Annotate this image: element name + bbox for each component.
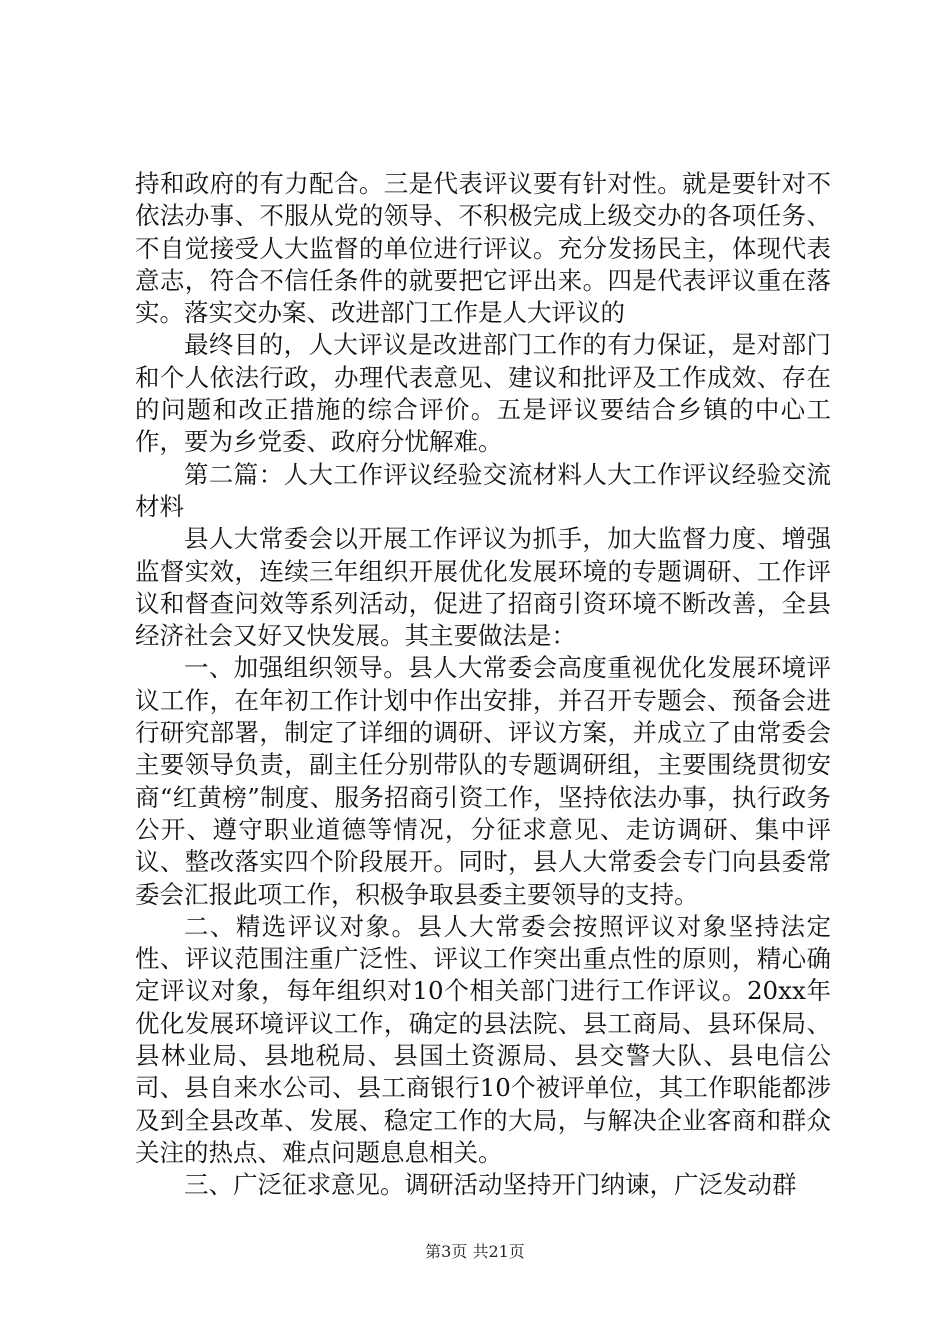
- paragraph-4: 县人大常委会以开展工作评议为抓手，加大监督力度、增强监督实效，连续三年组织开展优化发展环境的专题调研、工作评议和督查问效等系列活动，促进了招商引资环境不断改善，全县经济社会又好又快发展。其主要做法是：: [135, 524, 831, 651]
- document-body: [135, 168, 831, 1202]
- paragraph-1: 持和政府的有力配合。三是代表评议要有针对性。就是要针对不依法办事、不服从党的领导、不积极完成上级交办的各项任务、不自觉接受人大监督的单位进行评议。充分发扬民主，体现代表意志，符合不信任条件的就要把它评出来。四是代表评议重在落实。落实交办案、改进部门工作是人大评议的: [135, 169, 831, 328]
- paragraph-3-section-title: 第二篇：人大工作评议经验交流材料人大工作评议经验交流材料: [135, 459, 831, 521]
- paragraph-7: 三、广泛征求意见。调研活动坚持开门纳谏，广泛发动群: [184, 1170, 797, 1200]
- paragraph-5: 一、加强组织领导。县人大常委会高度重视优化发展环境评议工作，在年初工作计划中作出安排，并召开专题会、预备会进行研究部署，制定了详细的调研、评议方案，并成立了由常委会主要领导负责，副主任分别带队的专题调研组，主要围绕贯彻安商“红黄榜”制度、服务招商引资工作，坚持依法办事，执行政务公开、遵守职业道德等情况，分征求意见、走访调研、集中评议、整改落实四个阶段展开。同时，县人大常委会专门向县委常委会汇报此项工作，积极争取县委主要领导的支持。: [135, 653, 831, 909]
- page-number: 第3页 共21页: [425, 1242, 525, 1261]
- page-footer: [0, 1242, 950, 1262]
- paragraph-6: 二、精选评议对象。县人大常委会按照评议对象坚持法定性、评议范围注重广泛性、评议工作突出重点性的原则，精心确定评议对象，每年组织对10个相关部门进行工作评议。20xx年优化发展环境评议工作，确定的县法院、县工商局、县环保局、县林业局、县地税局、县国土资源局、县交警大队、县电信公司、县自来水公司、县工商银行10个被评单位，其工作职能都涉及到全县改革、发展、稳定工作的大局，与解决企业客商和群众关注的热点、难点问题息息相关。: [135, 911, 831, 1167]
- paragraph-2: 最终目的，人大评议是改进部门工作的有力保证，是对部门和个人依法行政，办理代表意见、建议和批评及工作成效、存在的问题和改正措施的综合评价。五是评议要结合乡镇的中心工作，要为乡党委、政府分忧解难。: [135, 330, 831, 457]
